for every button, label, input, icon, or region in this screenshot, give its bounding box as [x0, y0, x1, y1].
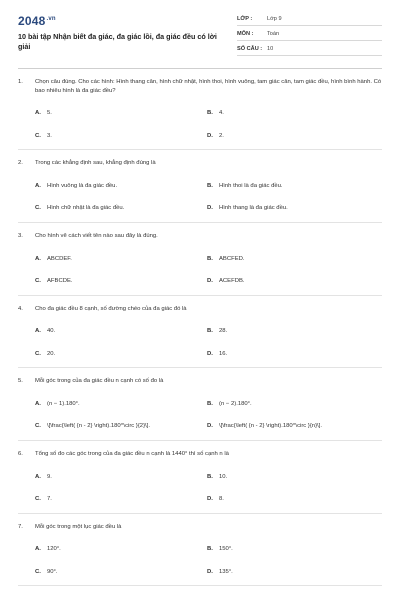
option-text: 9. [47, 473, 52, 480]
option-text: 8. [219, 496, 224, 503]
option-letter: A. [35, 546, 41, 553]
question-item [18, 523, 382, 587]
option-text: 16. [219, 350, 228, 357]
option-text: ABCDEF. [47, 255, 72, 262]
answer-option[interactable] [35, 277, 207, 286]
question-item [18, 377, 382, 441]
question-number: 7. [18, 523, 23, 530]
meta-value: Lớp 9 [267, 16, 282, 22]
option-letter: D. [207, 350, 213, 357]
meta-panel [237, 14, 382, 56]
meta-row-question-count [237, 44, 382, 56]
option-text: \[\frac{\left( {n - 2} \right).180^\circ }{n}\]. [219, 423, 322, 430]
option-letter: C. [35, 423, 41, 430]
option-letter: A. [35, 328, 41, 335]
question-stem [18, 305, 382, 314]
option-letter: D. [207, 423, 213, 430]
option-letter: A. [35, 182, 41, 189]
brand-name: 2048 [18, 14, 46, 28]
question-text: Trong các khẳng định sau, khẳng định đúng là [35, 160, 156, 167]
option-letter: B. [207, 328, 213, 335]
question-stem [18, 78, 382, 95]
answer-options [35, 241, 382, 286]
question-number: 6. [18, 451, 23, 457]
answer-option[interactable] [207, 182, 379, 191]
option-text: (n − 2).180°. [219, 400, 252, 407]
answer-option[interactable] [35, 109, 207, 118]
option-letter: B. [207, 110, 213, 117]
question-item [18, 159, 382, 223]
answer-option[interactable] [207, 545, 379, 554]
title-block [18, 10, 230, 56]
question-divider [18, 585, 382, 586]
question-item [18, 305, 382, 369]
question-stem [18, 159, 382, 168]
answer-option[interactable] [35, 400, 207, 409]
meta-label: MÔN : [237, 31, 254, 37]
option-letter: C. [35, 278, 41, 285]
option-text: Hình thoi là đa giác đều. [219, 182, 283, 189]
question-divider [18, 149, 382, 150]
option-letter: D. [207, 496, 213, 503]
meta-value: Toán [267, 31, 280, 37]
option-letter: C. [35, 132, 41, 139]
option-text: 4. [219, 110, 224, 117]
brand-logo[interactable] [18, 14, 230, 28]
answer-option[interactable] [207, 495, 379, 504]
answer-option[interactable] [35, 327, 207, 336]
answer-options [35, 168, 382, 213]
question-number: 4. [18, 305, 23, 312]
question-number: 2. [18, 160, 23, 167]
answer-option[interactable] [35, 473, 207, 482]
question-text: Mỗi góc trong của đa giác đều n cạnh có số đo là [35, 378, 164, 385]
answer-option[interactable] [35, 132, 207, 141]
question-stem [18, 232, 382, 241]
question-stem [18, 377, 382, 386]
option-letter: C. [35, 205, 41, 212]
option-text: 28. [219, 328, 228, 335]
answer-options [35, 386, 382, 431]
option-text: 150°. [219, 546, 233, 553]
option-letter: D. [207, 278, 213, 285]
option-text: 20. [47, 350, 56, 357]
answer-option[interactable] [207, 204, 379, 213]
answer-option[interactable] [35, 568, 207, 577]
answer-options [35, 313, 382, 358]
option-text: 135°. [219, 568, 233, 575]
option-text: 40. [47, 328, 56, 335]
answer-option[interactable] [207, 277, 379, 286]
header-divider [18, 68, 382, 69]
option-letter: B. [207, 546, 213, 553]
option-letter: B. [207, 255, 213, 262]
option-letter: D. [207, 568, 213, 575]
question-text: Cho hình vẽ cách viết tên nào sau đây là đúng. [35, 232, 158, 239]
question-text: Chọn câu đúng. Cho các hình: Hình thang cân, hình chữ nhật, hình thoi, hình vuông, tam giác cân, tam giác đều, hình bình hành. Có bao nhiêu hình là đa giác đều? [35, 79, 382, 94]
answer-option[interactable] [207, 400, 379, 409]
question-divider [18, 513, 382, 514]
option-text: \[\frac{\left( {n - 2} \right).180^\circ }{2}\]. [47, 423, 150, 430]
brand-tld: .vn [46, 16, 56, 22]
question-item [18, 450, 382, 514]
answer-option[interactable] [35, 255, 207, 264]
option-text: 120°. [47, 546, 61, 553]
answer-options [35, 459, 382, 504]
option-letter: C. [35, 568, 41, 575]
question-item [18, 78, 382, 150]
question-number: 5. [18, 378, 23, 385]
option-letter: B. [207, 473, 213, 480]
answer-option[interactable] [207, 255, 379, 264]
option-text: Hình chữ nhật là đa giác đều. [47, 205, 125, 212]
option-text: 7. [47, 496, 52, 503]
option-letter: C. [35, 496, 41, 503]
meta-row-class [237, 14, 382, 26]
option-text: Hình thang là đa giác đều. [219, 205, 288, 212]
option-text: (n − 1).180°. [47, 400, 80, 407]
question-divider [18, 367, 382, 368]
answer-option[interactable] [207, 350, 379, 359]
answer-option[interactable] [35, 182, 207, 191]
meta-value: 10 [267, 46, 274, 52]
option-letter: C. [35, 350, 41, 357]
question-list [18, 78, 382, 586]
answer-option[interactable] [207, 109, 379, 118]
question-text: Tổng số đo các góc trong của đa giác đều n cạnh là 1440° thì số cạnh n là [35, 451, 229, 457]
question-item [18, 232, 382, 296]
document-title: 10 bài tập Nhận biết đa giác, đa giác lồi, đa giác đều có lời giải [18, 32, 217, 51]
answer-option[interactable] [207, 473, 379, 482]
question-stem [18, 523, 382, 532]
answer-option[interactable] [207, 422, 379, 431]
answer-option[interactable] [207, 327, 379, 336]
answer-option[interactable] [35, 545, 207, 554]
option-text: ABCFED. [219, 255, 245, 262]
question-divider [18, 222, 382, 223]
option-text: Hình vuông là đa giác đều. [47, 182, 118, 189]
question-divider [18, 440, 382, 441]
option-text: AFBCDE. [47, 278, 73, 285]
meta-label: SỐ CÂU : [237, 46, 263, 52]
option-letter: D. [207, 132, 213, 139]
question-stem [18, 450, 382, 459]
option-text: 90°. [47, 568, 58, 575]
option-letter: A. [35, 255, 41, 262]
answer-option[interactable] [207, 568, 379, 577]
option-letter: A. [35, 110, 41, 117]
meta-row-subject [237, 29, 382, 41]
answer-option[interactable] [207, 132, 379, 141]
option-text: 3. [47, 132, 52, 139]
option-text: 5. [47, 110, 52, 117]
question-number: 3. [18, 232, 23, 239]
option-text: 10. [219, 473, 228, 480]
option-letter: A. [35, 400, 41, 407]
answer-options [35, 531, 382, 576]
option-letter: B. [207, 182, 213, 189]
meta-label: LỚP : [237, 16, 253, 22]
answer-option[interactable] [35, 495, 207, 504]
option-letter: B. [207, 400, 213, 407]
answer-options [35, 95, 382, 140]
question-number: 1. [18, 79, 23, 85]
question-divider [18, 295, 382, 296]
option-letter: D. [207, 205, 213, 212]
option-letter: A. [35, 473, 41, 480]
answer-option[interactable] [35, 350, 207, 359]
question-text: Mỗi góc trong một lục giác đều là [35, 523, 122, 530]
option-text: ACEFDB. [219, 278, 245, 285]
answer-option[interactable] [35, 422, 207, 431]
option-text: 2. [219, 132, 224, 139]
answer-option[interactable] [35, 204, 207, 213]
header [18, 10, 382, 56]
question-text: Cho đa giác đều 8 cạnh, số đường chéo của đa giác đó là [35, 305, 187, 312]
